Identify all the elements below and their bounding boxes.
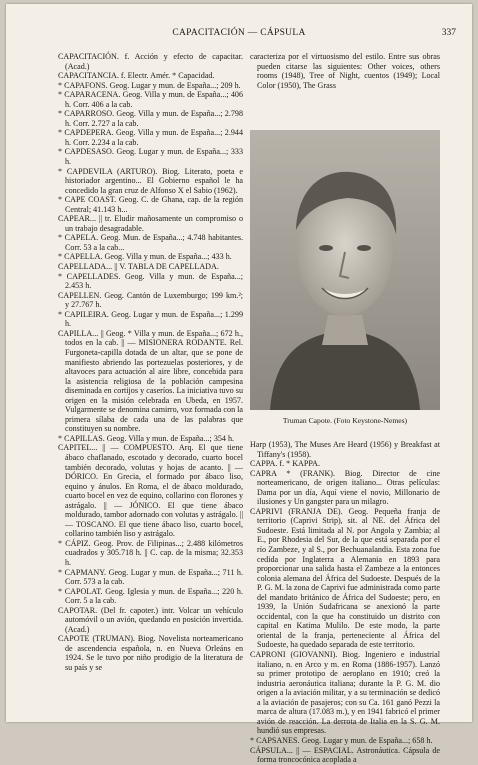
entry-paragraph: * CÁPIZ. Geog. Prov. de Filipinas...; 2.488 kilómetros cuadrados y 305.718 h. || C. cap. de la misma; 32.353 h. [58, 538, 243, 567]
left-column [58, 52, 243, 673]
entry-paragraph: * CAPDESASO. Geog. Lugar y mun. de España...; 333 h. [58, 147, 243, 167]
entry-paragraph: CAPOTAR. (Del fr. capoter.) intr. Volcar un vehículo automóvil o un avión, quedando en posición invertida. (Acad.) [58, 605, 243, 634]
entry-paragraph: CAPRIVI (FRANJA DE). Geog. Pequeña franja de territorio (Caprivi Strip), sit. al NE. del África del Sudoeste. Está limitada al N. por Angola y Zambia; al E., por Rhodesia del Sur, de la que está separada por el río Zambeze, y al S., por Bechuanalandia. Esta zona fue cedida por Inglaterra a Alemania en 1893 para proporcionar una salida hasta el Zambeze a la entonces colonia alemana del África del Sudoeste. Después de la P. G. M. la zona de Caprivi fue administrada como parte del mandato británico de África del Sudoeste; pero, en 1939, la Unión Sudafricana se anexionó la parte occidental, con la que ha constituido un distrito con capital en Katima Mulilo. De este modo, la parte oriental de la franja, perteneciente al África del Sudoeste, ha quedado separada de este territorio. [250, 506, 440, 650]
entry-paragraph: CAPPA. f. * KAPPA. [250, 459, 321, 469]
portrait-figure [250, 130, 440, 438]
entry-paragraph: * CAPELLA. Geog. Villa y mun. de España...; 433 h. [58, 252, 232, 262]
portrait-photo [250, 130, 440, 410]
entry-paragraph: * CAPELLADES. Geog. Villa y mun. de España...; 2.453 h. [58, 271, 243, 291]
entry-paragraph: CAPACITANCIA. f. Electr. Amér. * Capacidad. [58, 71, 215, 81]
entry-paragraph: * CAPOLAT. Geog. Iglesia y mun. de España...; 220 h. Corr. 5 a la cab. [58, 586, 243, 606]
right-column-top [250, 52, 440, 90]
page-number: 337 [441, 28, 456, 38]
entry-paragraph: * CAPILEIRA. Geog. Lugar y mun. de España...; 1.299 h. [58, 309, 243, 329]
entry-paragraph: CAPITEL... || — COMPUESTO. Arq. El que tiene ábaco chaflanado, escotado y decorado, cuarto bocel también decorado, volutas y hojas de acanto. || — DÓRICO. En Grecia, el formado por ábaco liso, equino y ánulos. En Roma, el de ábaco moldurado, cuarto bocel en vez de equino, collarino con florones y astrágalo. || — JÓNICO. El que tiene ábaco moldurado, tambor adornado con volutas y astrágalo. || — TOSCANO. El que tiene ábaco liso, cuarto bocel, collarino también liso y astrágalo. [58, 443, 243, 539]
entry-paragraph: Harp (1953), The Muses Are Heard (1956) y Breakfast at Tiffany's (1958). [250, 440, 440, 459]
entry-paragraph: CÁPSULA... || — ESPACIAL. Astronáutica. Cápsula de forma troncocónica acoplada a [250, 745, 440, 765]
entry-paragraph: * CAPE COAST. Geog. C. de Ghana, cap. de la región Central; 41.143 h... [58, 195, 243, 214]
running-header: CAPACITACIÓN — CÁPSULA [172, 28, 306, 38]
entry-paragraph: * CAPSANES. Geog. Lugar y mun. de España...; 658 h. [250, 735, 433, 745]
right-column-bottom [250, 440, 440, 765]
entry-paragraph: * CAPELA. Geog. Mun. de España...; 4.748 habitantes. Corr. 53 a la cab... [58, 233, 243, 252]
entry-paragraph: * CAPMANY. Geog. Lugar y mun. de España...; 711 h. Corr. 573 a la cab. [58, 567, 243, 587]
entry-paragraph: * CAPAFONS. Geog. Lugar y mun. de España...; 209 h. [58, 80, 241, 90]
entry-paragraph: * CAPDEPERA. Geog. Villa y mun. de España...; 2.944 h. Corr. 2.234 a la cab. [58, 128, 243, 147]
entry-paragraph: CAPRA * (FRANK). Biog. Director de cine norteamericano, de origen italiano... Otras películas: Dama por un día, Aquí viene el novio, Millonario de ilusiones y Un gangster para un milagro. [250, 468, 440, 507]
entry-paragraph: * CAPARACENA. Geog. Villa y mun. de España...; 406 h. Corr. 406 a la cab. [58, 90, 243, 109]
page [6, 4, 472, 765]
entry-paragraph: * CAPDEVILA (ARTURO). Biog. Literato, poeta e historiador argentino... El Gobierno español le ha concedido la gran cruz de Alfonso X el Sabio (1962). [58, 166, 243, 195]
entry-paragraph: caracteriza por el virtuosismo del estilo. Entre sus obras pueden citarse las siguientes: Other voices, others rooms (1948), Tree of Night, cuentos (1949); Local Color (1950), The Grass [250, 52, 440, 90]
portrait-image [250, 130, 440, 410]
entry-paragraph: CAPELLEN. Geog. Cantón de Luxemburgo; 199 km.²; y 27.767 h. [58, 290, 243, 310]
page-header [6, 28, 472, 42]
entry-paragraph: CAPACITACIÓN. f. Acción y efecto de capacitar. (Acad.) [58, 52, 243, 71]
entry-paragraph: CAPRONI (GIOVANNI). Biog. Ingeniero e industrial italiano, n. en Arco y m. en Roma (1886-1957). Lanzó su primer prototipo de aeroplano en 1910; creó la industria aeronáutica italiana; durante la P. G. M. dio origen a la aviación militar, y a su terminación se dedicó a la aviación de pasajeros; con su Ca. 161 ganó Pezzi la marca de altura (17.083 m.), y en 1941 fabricó el primer avión de reacción. La derrota de Italia en la S. G. M. hundió sus empresas. [250, 650, 440, 736]
entry-paragraph: CAPOTE (TRUMAN). Biog. Novelista norteamericano de ascendencia española, n. en Nueva Orleáns en 1924. Se le tuvo por niño prodigio de la literatura de su país y se [58, 634, 243, 672]
photo-caption: Truman Capote. (Foto Keystone-Nemes) [282, 416, 408, 425]
entry-paragraph: * CAPARROSO. Geog. Villa y mun. de España...; 2.798 h. Corr. 2.727 a la cab. [58, 109, 243, 128]
entry-paragraph: * CAPILLAS. Geog. Villa y mun. de España...; 354 h. [58, 433, 235, 443]
entry-paragraph: CAPILLA... || Geog. * Villa y mun. de España...; 672 h., todos en la cab. || — MISIONERA RODANTE. Rel. Furgoneta-capilla dotada de un altar, que se pone de manifiesto abriendo las portezuelas posteriores, y de altavoces para actuación al aire libre, concebida para la asistencia religiosa de la población campesina diseminada en cortijos y caseríos. La iniciativa tuvo su origen en la misión celebrada en Ubeda, en 1957. Vulgarmente se denomina camirro, voz formada con la primera sílaba de cada una de las palabras que constituyen su nombre. [58, 328, 243, 434]
entry-paragraph: CAPEAR... || tr. Eludir mañosamente un compromiso o un trabajo desagradable. [58, 214, 243, 233]
entry-paragraph: CAPELLADA... || V. TABLA DE CAPELLADA. [58, 262, 219, 272]
